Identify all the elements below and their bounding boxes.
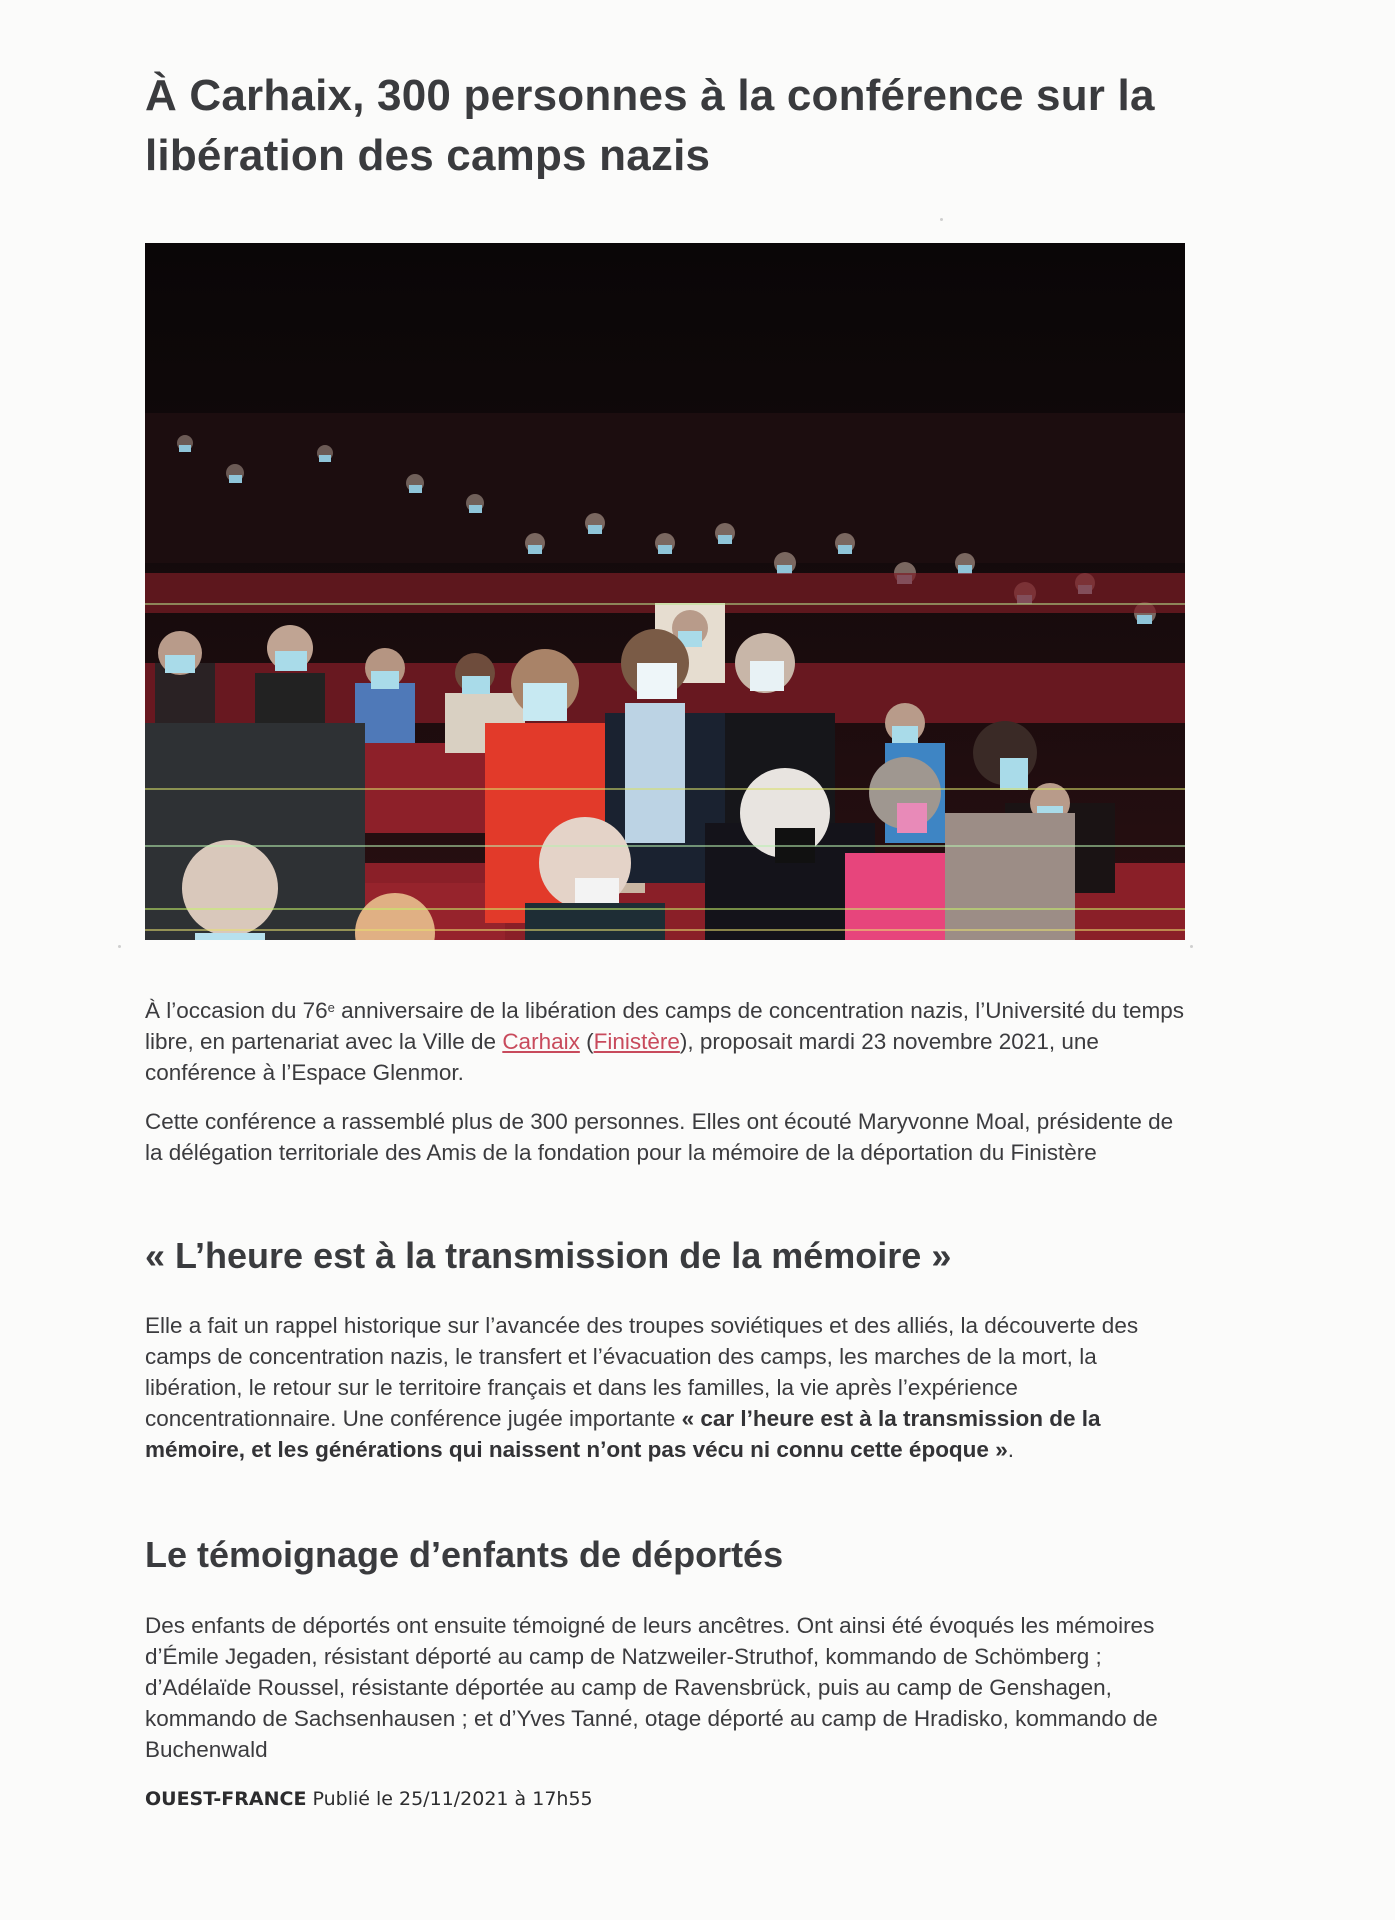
link-carhaix[interactable]: Carhaix [502, 1029, 580, 1054]
history-end: . [1007, 1437, 1014, 1462]
paragraph-audience: Cette conférence a rassemblé plus de 300 personnes. Elles ont écouté Maryvonne Moal, présidente de la délégation territoriale des Amis de la fondation pour la mémoire de la déportation du Finistère [145, 1109, 1174, 1165]
intro-paragraph [145, 992, 1185, 1088]
section-heading-testimony: Le témoignage d’enfants de déportés [145, 1534, 784, 1575]
article-title: À Carhaix, 300 personnes à la conférence sur la libération des camps nazis [145, 71, 1155, 180]
link-finistere[interactable]: Finistère [593, 1029, 680, 1054]
paragraph-history [145, 1310, 1185, 1465]
paragraph-testimony: Des enfants de déportés ont ensuite témoigné de leurs ancêtres. Ont ainsi été évoqués les mémoires d’Émile Jegaden, résistant déporté au camp de Natzweiler-Struthof, kommando de Schömberg ; d’Adélaïde Roussel, résistante déportée au camp de Ravensbrück, puis au camp de Genshagen, kommando de Sachsenhausen ; et d’Yves Tanné, otage déporté au camp de Hradisko, kommando de Buchenwald [145, 1613, 1158, 1762]
audience-photo [145, 243, 1185, 940]
scan-speck [940, 218, 943, 221]
ordinal-suffix: e [327, 1000, 335, 1015]
publication-date: Publié le 25/11/2021 à 17h55 [306, 1788, 593, 1810]
scan-speck [118, 945, 121, 948]
audience-photo-illustration [145, 243, 1185, 940]
bold-quote: « car l’heure est à la transmission de la mémoire, et les générations qui naissent n’ont pas vécu ni connu cette époque » [145, 1406, 1101, 1462]
section-heading-transmission: « L’heure est à la transmission de la mémoire » [145, 1235, 952, 1276]
publication-footer [145, 1788, 593, 1810]
intro-text-1: À l’occasion du 76 [145, 998, 328, 1023]
publisher-brand: OUEST-FRANCE [145, 1788, 307, 1810]
intro-text-3: ( [579, 1029, 594, 1054]
intro-text-2: anniversaire de la libération des camps de concentration nazis, l’Université du temps libre, en partenariat avec la Ville de [145, 998, 1185, 1054]
intro-text-4: ), proposait mardi 23 novembre 2021, une conférence à l’Espace Glenmor. [145, 1029, 1099, 1085]
scan-speck [1190, 945, 1193, 948]
history-text: Elle a fait un rappel historique sur l’avancée des troupes soviétiques et des alliés, la découverte des camps de concentration nazis, le transfert et l’évacuation des camps, les marches de la mort, la libération, le retour sur le territoire français et dans les familles, la vie après l’expérience concentrationnaire. Une conférence jugée importante [145, 1313, 1139, 1431]
